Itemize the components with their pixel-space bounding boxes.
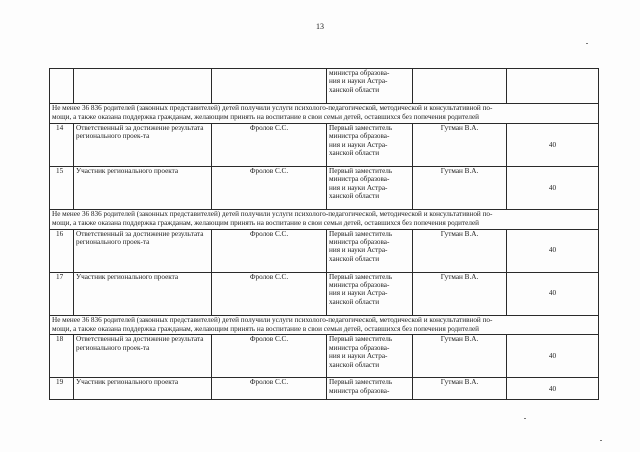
position-cell bbox=[327, 69, 413, 104]
table-row bbox=[50, 69, 599, 104]
scan-speck bbox=[586, 43, 588, 44]
table-row bbox=[50, 166, 599, 209]
position-line: ния и науки Астра- bbox=[329, 246, 388, 255]
table-row bbox=[50, 378, 599, 400]
position-cell bbox=[327, 378, 413, 400]
table-row bbox=[50, 272, 599, 315]
percent-cell: 40 bbox=[507, 123, 599, 166]
position-line: Первый заместитель bbox=[329, 123, 393, 132]
position-cell bbox=[327, 123, 413, 166]
position-line: ния и науки Астра- bbox=[329, 183, 388, 192]
position-line: Первый заместитель bbox=[329, 378, 393, 387]
role-cell: Ответственный за достижение результата регионального проек-та bbox=[74, 229, 212, 272]
position-line: министра образова- bbox=[329, 343, 390, 352]
row-number: 16 bbox=[50, 229, 74, 272]
position-line: ханской области bbox=[329, 254, 380, 263]
role-cell: Участник регионального проекта bbox=[74, 378, 212, 400]
name-cell: Фролов С.С. bbox=[212, 335, 327, 378]
supervisor-cell: Гутман В.А. bbox=[413, 272, 507, 315]
position-line: министра образова- bbox=[329, 238, 390, 247]
role-cell: Ответственный за достижение результата регионального проек-та bbox=[74, 335, 212, 378]
table-cell bbox=[413, 69, 507, 104]
table-cell bbox=[74, 69, 212, 104]
role-cell: Ответственный за достижение результата регионального проек-та bbox=[74, 123, 212, 166]
table-row bbox=[50, 229, 599, 272]
name-cell: Фролов С.С. bbox=[212, 229, 327, 272]
supervisor-cell: Гутман В.А. bbox=[413, 378, 507, 400]
position-line: ханской области bbox=[329, 85, 380, 94]
position-line: ханской области bbox=[329, 149, 380, 158]
row-number: 14 bbox=[50, 123, 74, 166]
supervisor-cell: Гутман В.А. bbox=[413, 123, 507, 166]
row-number: 18 bbox=[50, 335, 74, 378]
position-cell bbox=[327, 229, 413, 272]
position-line: Первый заместитель bbox=[329, 229, 393, 238]
position-line: министра образова- bbox=[329, 69, 390, 77]
section-line: Не менее 36 836 родителей (законных представителей) детей получили услуги психолого-педагогической, методической и консультативной по- bbox=[52, 315, 493, 324]
position-cell bbox=[327, 335, 413, 378]
position-line: ния и науки Астра- bbox=[329, 77, 388, 86]
percent-cell: 40 bbox=[507, 335, 599, 378]
position-line: министра образова- bbox=[329, 132, 390, 141]
table-row bbox=[50, 335, 599, 378]
scan-speck bbox=[524, 418, 526, 419]
position-line: Первый заместитель bbox=[329, 272, 393, 281]
name-cell: Фролов С.С. bbox=[212, 272, 327, 315]
scan-speck bbox=[600, 440, 602, 441]
supervisor-cell: Гутман В.А. bbox=[413, 166, 507, 209]
name-cell: Фролов С.С. bbox=[212, 378, 327, 400]
project-participants-table bbox=[49, 68, 599, 400]
row-number: 15 bbox=[50, 166, 74, 209]
table-row bbox=[50, 123, 599, 166]
role-cell: Участник регионального проекта bbox=[74, 166, 212, 209]
percent-cell: 40 bbox=[507, 272, 599, 315]
table-cell bbox=[212, 69, 327, 104]
percent-cell: 40 bbox=[507, 166, 599, 209]
page-number: 13 bbox=[316, 22, 324, 31]
percent-cell: 40 bbox=[507, 229, 599, 272]
position-cell bbox=[327, 272, 413, 315]
position-line: Первый заместитель bbox=[329, 166, 393, 175]
section-row bbox=[50, 315, 599, 335]
section-cell bbox=[50, 315, 599, 335]
row-number: 19 bbox=[50, 378, 74, 400]
position-line: Первый заместитель bbox=[329, 335, 393, 344]
section-line: мощи, а также оказана поддержка гражданам, желающим принять на воспитание в свои семьи детей, оставшихся без попечения родителей bbox=[52, 113, 479, 122]
position-line: ханской области bbox=[329, 192, 380, 201]
percent-cell: 40 bbox=[507, 378, 599, 400]
position-line: ния и науки Астра- bbox=[329, 140, 388, 149]
name-cell: Фролов С.С. bbox=[212, 166, 327, 209]
position-line: министра образова- bbox=[329, 281, 390, 290]
position-line: ния и науки Астра- bbox=[329, 352, 388, 361]
section-row bbox=[50, 104, 599, 124]
position-line: ханской области bbox=[329, 360, 380, 369]
section-line: Не менее 36 836 родителей (законных представителей) детей получили услуги психолого-педагогической, методической и консультативной по- bbox=[52, 209, 493, 218]
supervisor-cell: Гутман В.А. bbox=[413, 229, 507, 272]
section-cell bbox=[50, 209, 599, 229]
position-cell bbox=[327, 166, 413, 209]
section-line: Не менее 36 836 родителей (законных представителей) детей получили услуги психолого-педагогической, методической и консультативной по- bbox=[52, 104, 493, 112]
role-cell: Участник регионального проекта bbox=[74, 272, 212, 315]
section-line: мощи, а также оказана поддержка гражданам, желающим принять на воспитание в свои семьи детей, оставшихся без попечения родителей bbox=[52, 325, 479, 334]
position-line: ния и науки Астра- bbox=[329, 289, 388, 298]
table-cell bbox=[507, 69, 599, 104]
row-number: 17 bbox=[50, 272, 74, 315]
section-row bbox=[50, 209, 599, 229]
section-cell bbox=[50, 104, 599, 124]
name-cell: Фролов С.С. bbox=[212, 123, 327, 166]
section-line: мощи, а также оказана поддержка гражданам, желающим принять на воспитание в свои семьи детей, оставшихся без попечения родителей bbox=[52, 219, 479, 228]
position-line: министра образова- bbox=[329, 386, 390, 395]
supervisor-cell: Гутман В.А. bbox=[413, 335, 507, 378]
table-cell bbox=[50, 69, 74, 104]
position-line: министра образова- bbox=[329, 175, 390, 184]
position-line: ханской области bbox=[329, 297, 380, 306]
